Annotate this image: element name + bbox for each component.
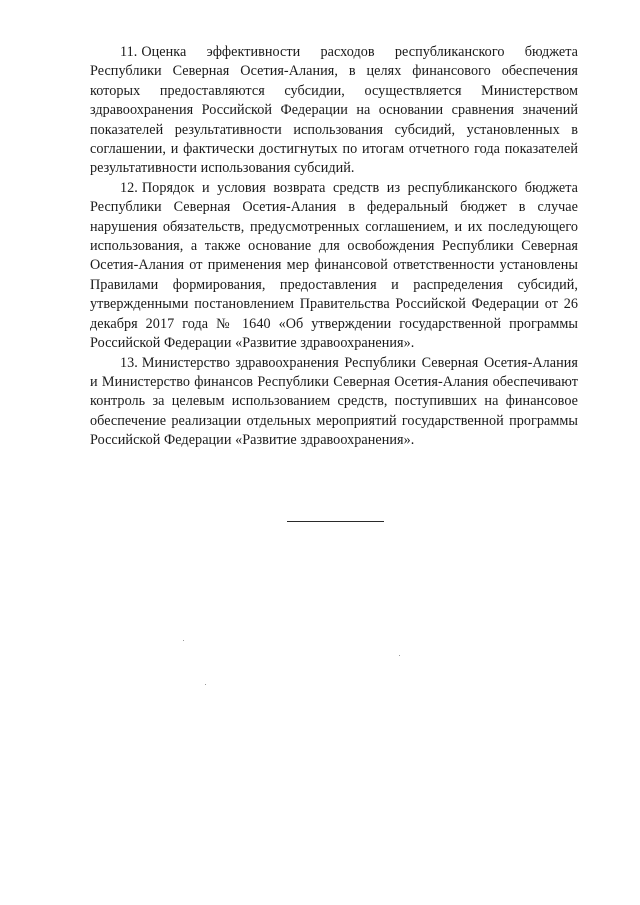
scan-speck: [183, 640, 184, 641]
document-body: [90, 43, 578, 451]
paragraph-12: [90, 179, 578, 354]
paragraph-11: [90, 43, 578, 179]
paragraph-number: 13.: [120, 354, 138, 371]
paragraph-text: Министерство здравоохранения Республики Северная Осетия-Алания и Министерство финансов Республики Северная Осетия-Алания обеспечивают контроль за целевым использованием средств, поступивших на финансовое обеспечение реализации отдельных мероприятий государственной программы Российской Федерации «Развитие здравоохранения».: [90, 354, 578, 449]
paragraph-text: Оценка эффективности расходов республиканского бюджета Республики Северная Осетия-Алания, в целях финансового обеспечения которых предоставляются субсидии, осуществляется Министерством здравоохранения Российской Федерации на основании сравнения значений показателей результативности использования субсидий, установленных в соглашении, и фактически достигнутых по итогам отчетного года показателей результативности использования субсидий.: [90, 44, 578, 177]
paragraph-text: Порядок и условия возврата средств из республиканского бюджета Республики Северная Осетия-Алания в федеральный бюджет в случае нарушения обязательств, предусмотренных соглашением, и их последующего использования, а также основание для освобождения Республики Северная Осетия-Алания от применения мер финансовой ответственности установлены Правилами формирования, предоставления и распределения субсидий, утвержденными постановлением Правительства Российской Федерации от 26 декабря 2017 года № 1640 «Об утверждении государственной программы Российской Федерации «Развитие здравоохранения».: [90, 179, 578, 352]
paragraph-number: 11.: [120, 44, 138, 60]
scan-speck: [399, 655, 400, 656]
paragraph-13: [90, 354, 578, 451]
scan-speck: [205, 684, 206, 685]
end-divider-line: [287, 521, 384, 522]
paragraph-number: 12.: [120, 179, 138, 196]
